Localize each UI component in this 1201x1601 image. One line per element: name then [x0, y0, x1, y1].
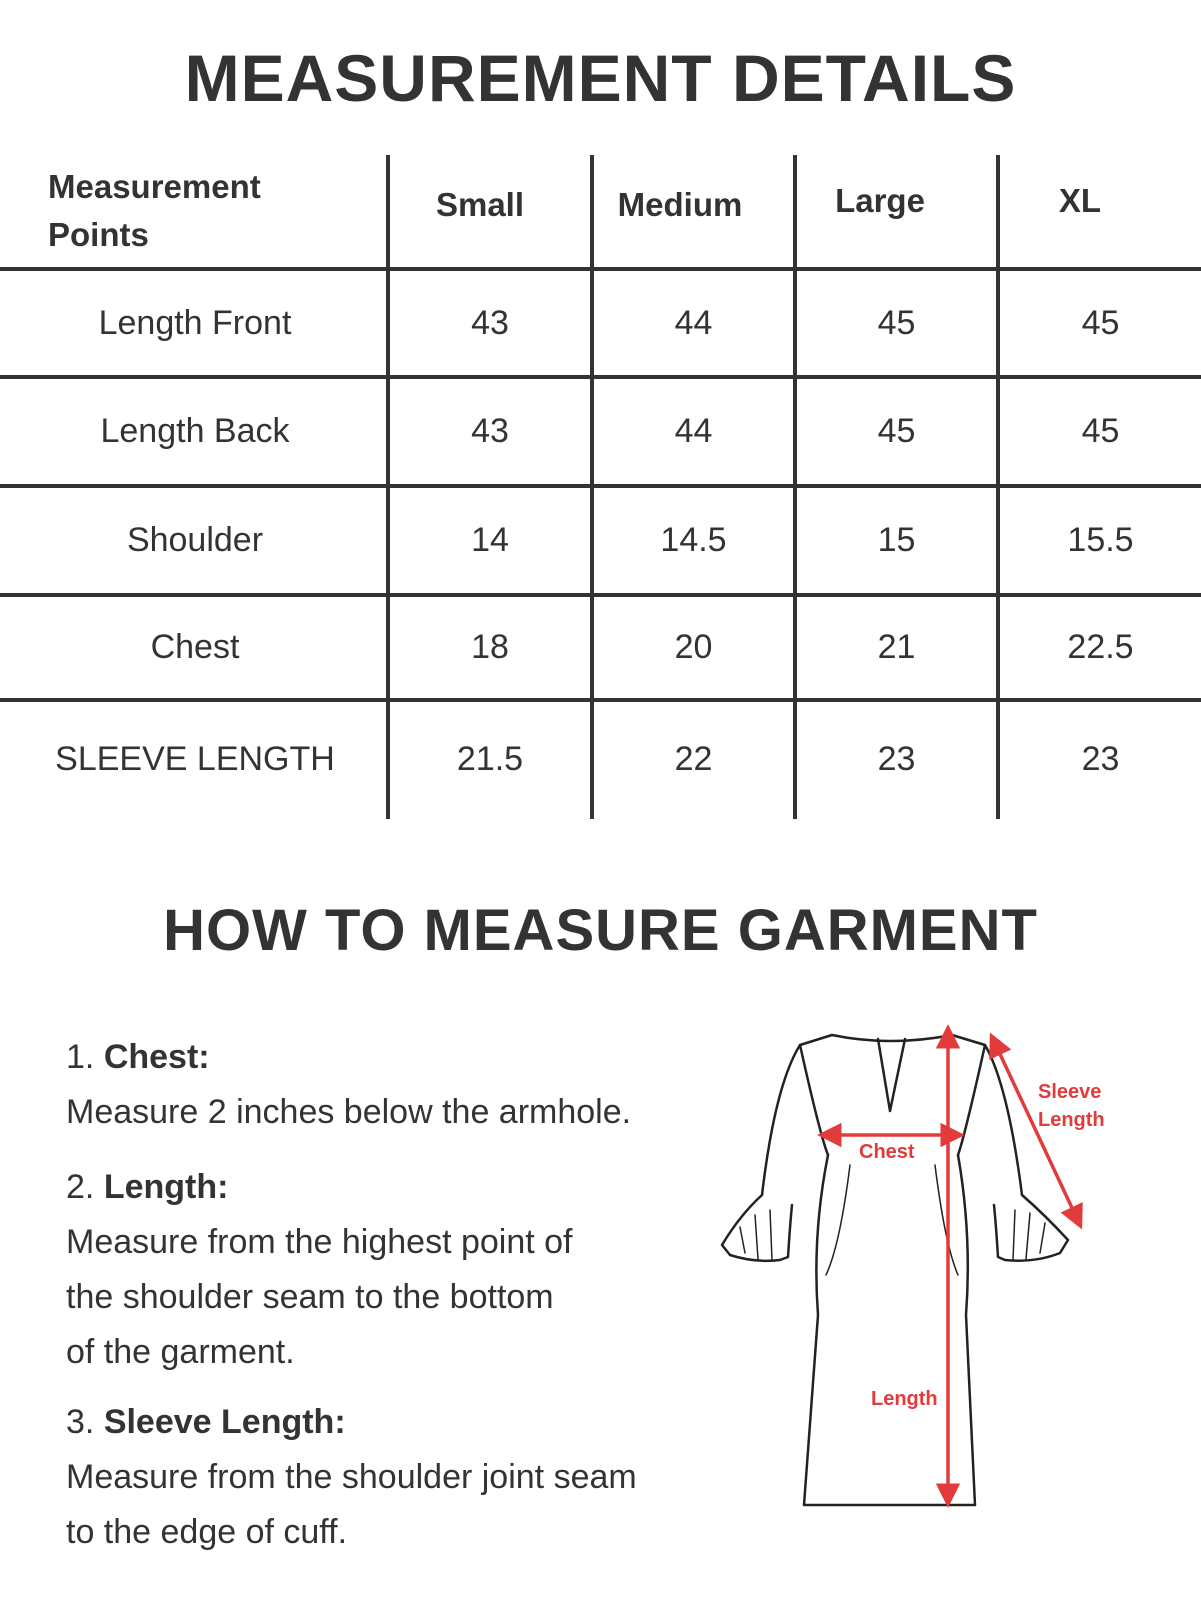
table-cell: 20	[674, 628, 713, 666]
table-cell: 21.5	[456, 740, 524, 778]
row-point: Length Back	[100, 412, 290, 450]
neck-slit	[878, 1039, 905, 1111]
step-number: 3.	[66, 1403, 95, 1441]
header-small: Small	[435, 186, 525, 223]
step-line: to the edge of cuff.	[66, 1513, 348, 1551]
sleeve-arrow	[992, 1037, 1080, 1225]
table-cell: 14	[471, 521, 509, 559]
step-line: Measure 2 inches below the armhole.	[66, 1093, 632, 1131]
step-number: 1.	[66, 1038, 95, 1076]
neckline	[832, 1035, 952, 1041]
left-armhole	[800, 1045, 828, 1155]
step-line: Measure from the highest point of	[66, 1223, 573, 1261]
table-cell: 21	[877, 628, 916, 666]
chest-label: Chest	[859, 1141, 915, 1163]
table-cell: 18	[471, 628, 509, 666]
page-title: MEASUREMENT DETAILS	[184, 41, 1017, 115]
row-point: Length Front	[98, 303, 292, 342]
sleeve-label-line-1: Sleeve	[1038, 1081, 1102, 1103]
table-cell: 45	[1081, 412, 1120, 450]
right-armhole	[958, 1045, 985, 1155]
garment-outline	[722, 1035, 1068, 1505]
step-line: of the garment.	[66, 1333, 295, 1371]
right-cuff-folds	[1013, 1210, 1045, 1260]
row-point: Chest	[150, 628, 240, 666]
table-cell: 15	[877, 521, 916, 559]
left-cuff-folds	[740, 1210, 772, 1260]
table-cell: 22.5	[1067, 628, 1134, 666]
length-label: Length	[871, 1388, 938, 1410]
side-seams	[826, 1165, 958, 1275]
table-cell: 14.5	[660, 521, 727, 559]
step-name: Chest:	[103, 1038, 210, 1076]
header-medium: Medium	[617, 186, 743, 223]
step-sleeve-length	[66, 1395, 637, 1560]
step-number: 2.	[66, 1168, 95, 1206]
row-point: SLEEVE LENGTH	[55, 740, 335, 778]
table-cell: 15.5	[1067, 521, 1134, 559]
step-name: Sleeve Length:	[103, 1403, 346, 1441]
header-large: Large	[835, 182, 925, 219]
table-cell: 22	[674, 740, 713, 778]
left-sleeve-upper	[762, 1035, 832, 1195]
sleeve-label-line-2: Length	[1038, 1109, 1105, 1131]
step-length	[66, 1160, 573, 1380]
header-line-2: Points	[48, 216, 149, 253]
right-cuff	[994, 1195, 1068, 1261]
table-cell: 44	[674, 303, 713, 342]
table-cell: 44	[674, 412, 713, 450]
table-cell: 45	[877, 303, 916, 342]
garment-diagram	[700, 1015, 1150, 1555]
header-measurement-points	[0, 155, 380, 267]
step-chest	[66, 1030, 631, 1140]
right-sleeve-upper	[952, 1035, 1022, 1195]
header-xl: XL	[1058, 182, 1102, 219]
step-line: Measure from the shoulder joint seam	[66, 1458, 637, 1496]
table-cell: 23	[877, 740, 916, 778]
step-line: the shoulder seam to the bottom	[66, 1278, 554, 1316]
header-line-1: Measurement	[48, 168, 261, 205]
table-cell: 23	[1081, 740, 1120, 778]
step-name: Length:	[103, 1168, 229, 1206]
table-cell: 45	[1081, 303, 1120, 342]
table-cell: 43	[471, 303, 509, 342]
section-title: HOW TO MEASURE GARMENT	[163, 898, 1038, 963]
table-cell: 43	[471, 412, 509, 450]
row-point: Shoulder	[126, 521, 264, 559]
table-cell: 45	[877, 412, 916, 450]
